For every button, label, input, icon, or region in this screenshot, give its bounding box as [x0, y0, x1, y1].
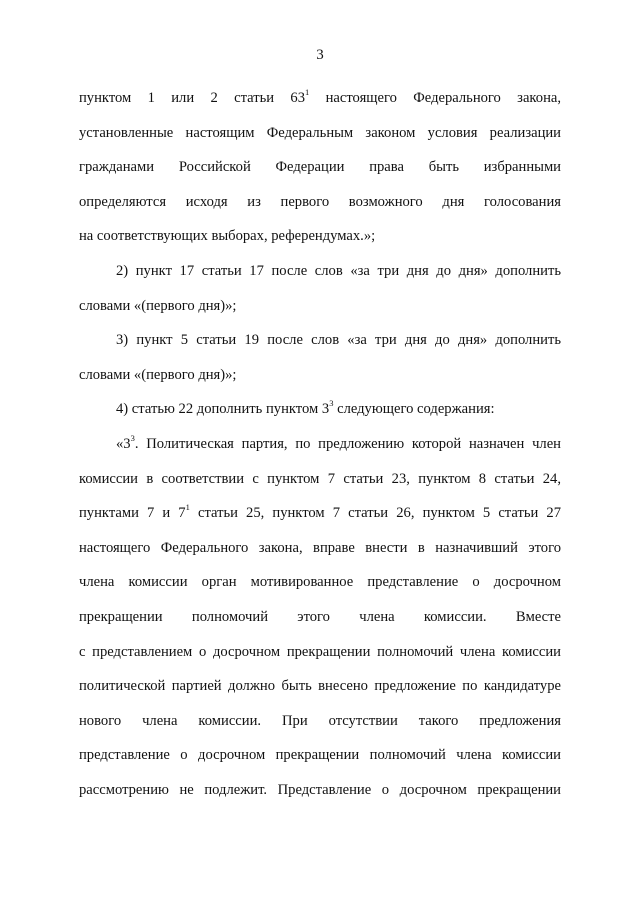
- text-line: [79, 531, 561, 566]
- text-segment: настоящего Федерального закона, вправе внести в назначивший этого: [79, 539, 561, 556]
- text-segment: с представлением о досрочном прекращении полномочий члена комиссии: [79, 643, 561, 660]
- text-segment: рассмотрению не подлежит. Представление о досрочном прекращении: [79, 781, 561, 798]
- text-segment: на соответствующих выборах, референдумах.»;: [79, 228, 376, 245]
- text-line: [79, 289, 561, 324]
- text-segment: представление о досрочном прекращении полномочий члена комиссии: [79, 747, 561, 764]
- text-line: [79, 704, 561, 739]
- text-segment: определяются исходя из первого возможного дня голосования: [79, 193, 561, 210]
- text-segment: . Политическая партия, по предложению которой назначен член: [134, 435, 561, 452]
- text-line: [79, 323, 561, 358]
- text-line: [79, 81, 561, 116]
- text-segment: нового члена комиссии. При отсутствии такого предложения: [79, 712, 561, 729]
- text-segment: пунктами 7 и 7: [79, 505, 186, 522]
- text-segment: установленные настоящим Федеральным законом условия реализации: [79, 124, 561, 141]
- superscript: 1: [185, 502, 190, 513]
- text-segment: члена комиссии орган мотивированное представление о досрочном: [79, 574, 561, 591]
- text-segment: 3) пункт 5 статьи 19 после слов «за три дня до дня» дополнить: [116, 332, 561, 349]
- text-segment: прекращении полномочий этого члена комиссии. Вместе: [79, 608, 561, 625]
- text-line: [79, 462, 561, 497]
- text-segment: 2) пункт 17 статьи 17 после слов «за три дня до дня» дополнить: [116, 262, 561, 279]
- superscript: 3: [130, 433, 135, 444]
- text-segment: «3: [116, 435, 131, 452]
- text-line: [79, 496, 561, 531]
- text-line: [79, 185, 561, 220]
- text-line: [79, 392, 561, 427]
- document-body: [79, 81, 561, 807]
- text-segment: статьи 25, пунктом 7 статьи 26, пунктом 5 статьи 27: [189, 505, 561, 522]
- text-segment: политической партией должно быть внесено предложение по кандидатуре: [79, 678, 561, 695]
- text-segment: словами «(первого дня)»;: [79, 297, 237, 314]
- text-line: [79, 219, 561, 254]
- text-segment: комиссии в соответствии с пунктом 7 статьи 23, пунктом 8 статьи 24,: [79, 470, 561, 487]
- text-line: [79, 565, 561, 600]
- text-segment: пунктом 1 или 2 статьи 63: [79, 90, 306, 106]
- superscript: 1: [305, 87, 310, 98]
- text-segment: 4) статью 22 дополнить пунктом 3: [116, 401, 330, 418]
- text-line: [79, 427, 561, 462]
- text-line: [79, 669, 561, 704]
- text-line: [79, 358, 561, 393]
- superscript: 3: [329, 398, 334, 409]
- text-line: [79, 738, 561, 773]
- text-segment: следующего содержания:: [333, 401, 495, 418]
- text-line: [79, 116, 561, 151]
- text-line: [79, 150, 561, 185]
- text-line: [79, 600, 561, 635]
- text-segment: настоящего Федерального закона,: [309, 90, 562, 106]
- text-segment: гражданами Российской Федерации права быть избранными: [79, 159, 561, 176]
- text-line: [79, 773, 561, 808]
- page-number: 3: [316, 47, 324, 63]
- text-line: [79, 254, 561, 289]
- text-line: [79, 635, 561, 670]
- text-segment: словами «(первого дня)»;: [79, 366, 237, 383]
